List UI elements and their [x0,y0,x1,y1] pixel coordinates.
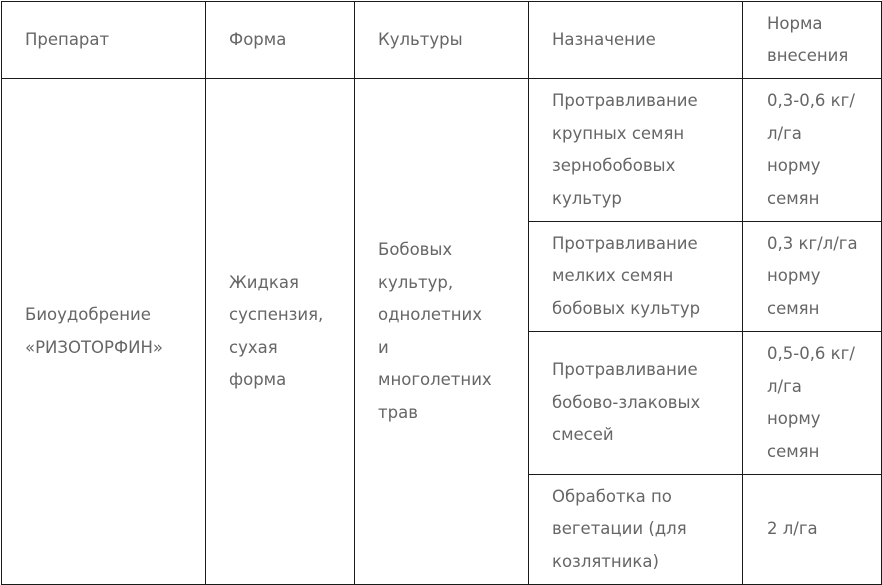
table-header-row [2,2,882,79]
cell-purpose: Протравливание бобово-злаковых смесей [529,332,743,475]
fertilizer-table [1,1,882,585]
cell-crops: Бобовых культур, однолетних и многолетних трав [355,79,529,585]
cell-rate: 0,5-0,6 кг/ л/га норму семян [743,332,882,475]
cell-rate: 0,3 кг/л/га норму семян [743,222,882,332]
table-row [2,79,882,222]
cell-purpose: Протравливание крупных семян зернобобовых культур [529,79,743,222]
header-form: Форма [206,2,355,79]
header-purpose: Назначение [529,2,743,79]
header-crops: Культуры [355,2,529,79]
cell-form: Жидкая суспензия, сухая форма [206,79,355,585]
cell-purpose: Обработка по вегетации (для козлятника) [529,475,743,585]
cell-purpose: Протравливание мелких семян бобовых культур [529,222,743,332]
header-application-rate: Норма внесения [743,2,882,79]
cell-preparation: Биоудобрение «РИЗОТОРФИН» [2,79,206,585]
cell-rate: 2 л/га [743,475,882,585]
cell-rate: 0,3-0,6 кг/ л/га норму семян [743,79,882,222]
header-preparation: Препарат [2,2,206,79]
